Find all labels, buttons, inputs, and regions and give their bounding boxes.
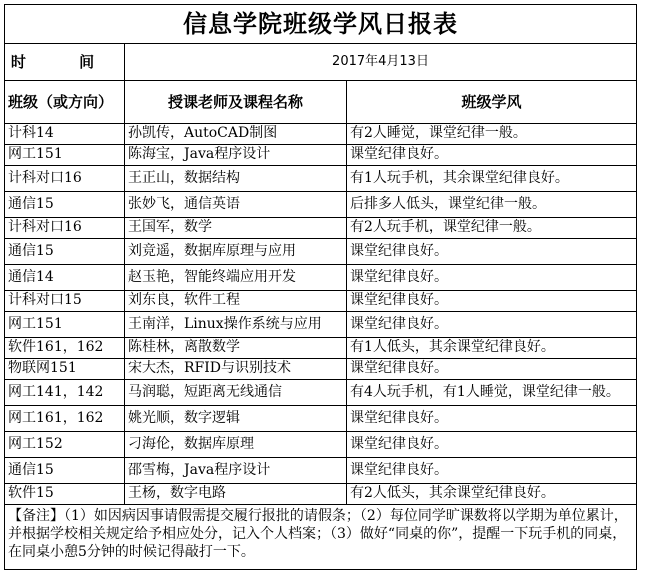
teacher-course-cell: 马润聪，短距离无线通信 <box>125 380 347 406</box>
table-row <box>5 145 637 166</box>
teacher-course-cell: 陈海宝，Java程序设计 <box>125 145 347 166</box>
class-style-cell: 课堂纪律良好。 <box>347 432 637 458</box>
class-style-cell: 课堂纪律良好。 <box>347 265 637 291</box>
teacher-course-cell: 王杨，数字电路 <box>125 484 347 505</box>
class-style-cell: 有2人睡觉，课堂纪律一般。 <box>347 124 637 145</box>
report-title: 信息学院班级学风日报表 <box>5 5 637 44</box>
class-cell: 网工152 <box>5 432 125 458</box>
table-row <box>5 239 637 265</box>
teacher-course-cell: 陈桂林，离散数学 <box>125 338 347 359</box>
table-row <box>5 458 637 484</box>
header-teacher-course: 授课老师及课程名称 <box>125 81 347 124</box>
time-label: 时 间 <box>5 44 125 81</box>
table-row <box>5 432 637 458</box>
table-row <box>5 406 637 432</box>
report-sheet <box>4 4 636 570</box>
class-style-cell: 课堂纪律良好。 <box>347 239 637 265</box>
teacher-course-cell: 邵雪梅，Java程序设计 <box>125 458 347 484</box>
class-cell: 网工151 <box>5 145 125 166</box>
teacher-course-cell: 王南洋，Linux操作系统与应用 <box>125 312 347 338</box>
report-table <box>4 4 637 570</box>
class-cell: 网工161，162 <box>5 406 125 432</box>
teacher-course-cell: 王国军，数学 <box>125 218 347 239</box>
class-style-cell: 课堂纪律良好。 <box>347 458 637 484</box>
class-style-cell: 有2人玩手机，课堂纪律一般。 <box>347 218 637 239</box>
table-row <box>5 338 637 359</box>
teacher-course-cell: 张妙飞，通信英语 <box>125 192 347 218</box>
class-style-cell: 课堂纪律良好。 <box>347 359 637 380</box>
teacher-course-cell: 赵玉艳，智能终端应用开发 <box>125 265 347 291</box>
teacher-course-cell: 王正山，数据结构 <box>125 166 347 192</box>
table-row <box>5 124 637 145</box>
table-row <box>5 484 637 505</box>
class-cell: 计科对口16 <box>5 218 125 239</box>
teacher-course-cell: 姚光顺，数字逻辑 <box>125 406 347 432</box>
class-style-cell: 有2人低头，其余课堂纪律良好。 <box>347 484 637 505</box>
class-cell: 通信15 <box>5 239 125 265</box>
class-cell: 通信15 <box>5 192 125 218</box>
class-cell: 计科对口15 <box>5 291 125 312</box>
class-cell: 软件161，162 <box>5 338 125 359</box>
class-style-cell: 课堂纪律良好。 <box>347 312 637 338</box>
teacher-course-cell: 孙凯传，AutoCAD制图 <box>125 124 347 145</box>
class-cell: 物联网151 <box>5 359 125 380</box>
table-row <box>5 192 637 218</box>
table-row <box>5 166 637 192</box>
table-row <box>5 218 637 239</box>
remarks-note: 【备注】（1）如因病因事请假需提交履行报批的请假条；（2）每位同学旷课数将以学期为单位累计，并根据学校相关规定给予相应处分，记入个人档案；（3）做好“同桌的你”，提醒一下玩手机的同桌，在同桌小憩5分钟的时候记得敲打一下。 <box>5 505 637 570</box>
class-style-cell: 有4人玩手机，有1人睡觉，课堂纪律一般。 <box>347 380 637 406</box>
class-cell: 通信15 <box>5 458 125 484</box>
teacher-course-cell: 刁海伦，数据库原理 <box>125 432 347 458</box>
table-row <box>5 291 637 312</box>
teacher-course-cell: 刘竞遥，数据库原理与应用 <box>125 239 347 265</box>
header-class: 班级（或方向） <box>5 81 125 124</box>
table-row <box>5 380 637 406</box>
table-row <box>5 312 637 338</box>
class-style-cell: 课堂纪律良好。 <box>347 406 637 432</box>
teacher-course-cell: 宋大杰，RFID与识别技术 <box>125 359 347 380</box>
report-date: 2017年4月13日 <box>125 44 637 81</box>
class-cell: 软件15 <box>5 484 125 505</box>
class-style-cell: 有1人低头，其余课堂纪律良好。 <box>347 338 637 359</box>
class-cell: 计科14 <box>5 124 125 145</box>
class-cell: 网工151 <box>5 312 125 338</box>
class-style-cell: 有1人玩手机，其余课堂纪律良好。 <box>347 166 637 192</box>
class-cell: 计科对口16 <box>5 166 125 192</box>
table-row <box>5 265 637 291</box>
header-class-style: 班级学风 <box>347 81 637 124</box>
class-style-cell: 课堂纪律良好。 <box>347 291 637 312</box>
teacher-course-cell: 刘东良，软件工程 <box>125 291 347 312</box>
class-style-cell: 后排多人低头，课堂纪律一般。 <box>347 192 637 218</box>
table-row <box>5 359 637 380</box>
class-style-cell: 课堂纪律良好。 <box>347 145 637 166</box>
class-cell: 网工141，142 <box>5 380 125 406</box>
class-cell: 通信14 <box>5 265 125 291</box>
